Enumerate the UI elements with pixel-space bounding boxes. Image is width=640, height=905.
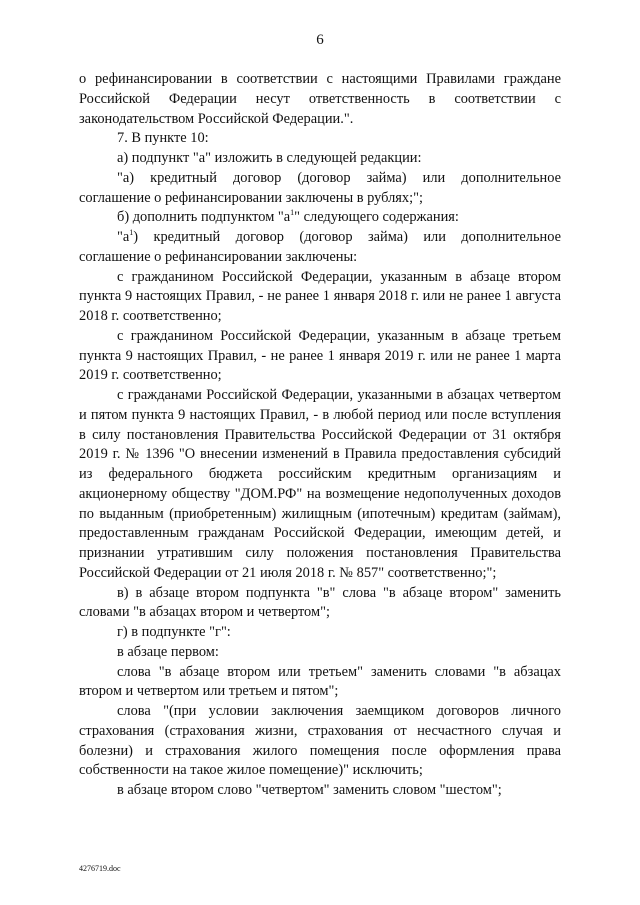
paragraph-replace-words: слова "в абзаце втором или третьем" заменить словами "в абзацах втором и четвертом или третьем и пятом"; [79, 663, 561, 700]
footer-document-code: 4276719.doc [79, 864, 121, 873]
paragraph-text: "а [117, 229, 130, 245]
page-number: 6 [316, 32, 324, 48]
paragraph-exclude-words: слова "(при условии заключения заемщиком договоров личного страхования (страхования жизни, страхования от несчастного случая и болезни) и страхования жилого помещения после оформления права собственности на такое жилое помещение)" исключить; [79, 703, 561, 779]
paragraph-subitem-g: г) в подпункте "г": [117, 624, 231, 640]
paragraph-citizen-third: с гражданином Российской Федерации, указанным в абзаце третьем пункта 9 настоящих Правил, - не ранее 1 января 2019 г. или не ранее 1 марта 2019 г. соответственно; [79, 327, 561, 384]
paragraph-a1-text [79, 228, 561, 268]
paragraph-item-7: 7. В пункте 10: [117, 130, 209, 147]
paragraph-subitem-b [79, 208, 561, 228]
paragraph-text: " следующего содержания: [294, 209, 459, 226]
superscript: 1 [290, 208, 295, 218]
paragraph-continuation: о рефинансировании в соответствии с настоящими Правилами граждане Российской Федерации несут ответственность в соответствии с законодательством Российской Федерации.". [79, 71, 561, 127]
document-body [79, 70, 561, 801]
paragraph-subitem-a-text: "а) кредитный договор (договор займа) или дополнительное соглашение о рефинансировании заключены в рублях;"; [79, 169, 561, 206]
superscript: 1 [129, 228, 134, 238]
paragraph-subitem-v: в) в абзаце втором подпункта "в" слова "в абзаце втором" заменить словами "в абзацах втором и четвертом"; [79, 584, 561, 621]
paragraph-citizen-second: с гражданином Российской Федерации, указанным в абзаце втором пункта 9 настоящих Правил, - не ранее 1 января 2018 г. или не ранее 1 августа 2018 г. соответственно; [79, 268, 561, 324]
paragraph-text: б) дополнить подпунктом "а [117, 209, 291, 226]
paragraph-text: ) кредитный договор (договор займа) или дополнительное соглашение о рефинансировании заключены: [79, 229, 561, 265]
paragraph-subitem-a: а) подпункт "а" изложить в следующей редакции: [117, 150, 422, 166]
paragraph-citizens-fourth-fifth: с гражданами Российской Федерации, указанными в абзацах четвертом и пятом пункта 9 настоящих Правил, - в любой период или после вступления в силу постановления Правительства Российской Федерации от 31 октября 2019 г. № 1396 "О внесении изменений в Правила предоставления субсидий из федерального бюджета российским кредитным организациям и акционерному обществу "ДОМ.РФ" на возмещение недополученных доходов по выданным (приобретенным) жилищным (ипотечным) кредитам (займам), предоставленным гражданам Российской Федерации, имеющим детей, и признании утратившим силу положения постановления Правительства Российской Федерации от 21 июля 2018 г. № 857" соответственно;"; [79, 387, 561, 581]
paragraph-second-abzac: в абзаце втором слово "четвертом" заменить словом "шестом"; [117, 782, 502, 798]
paragraph-first-abzac: в абзаце первом: [117, 643, 219, 660]
